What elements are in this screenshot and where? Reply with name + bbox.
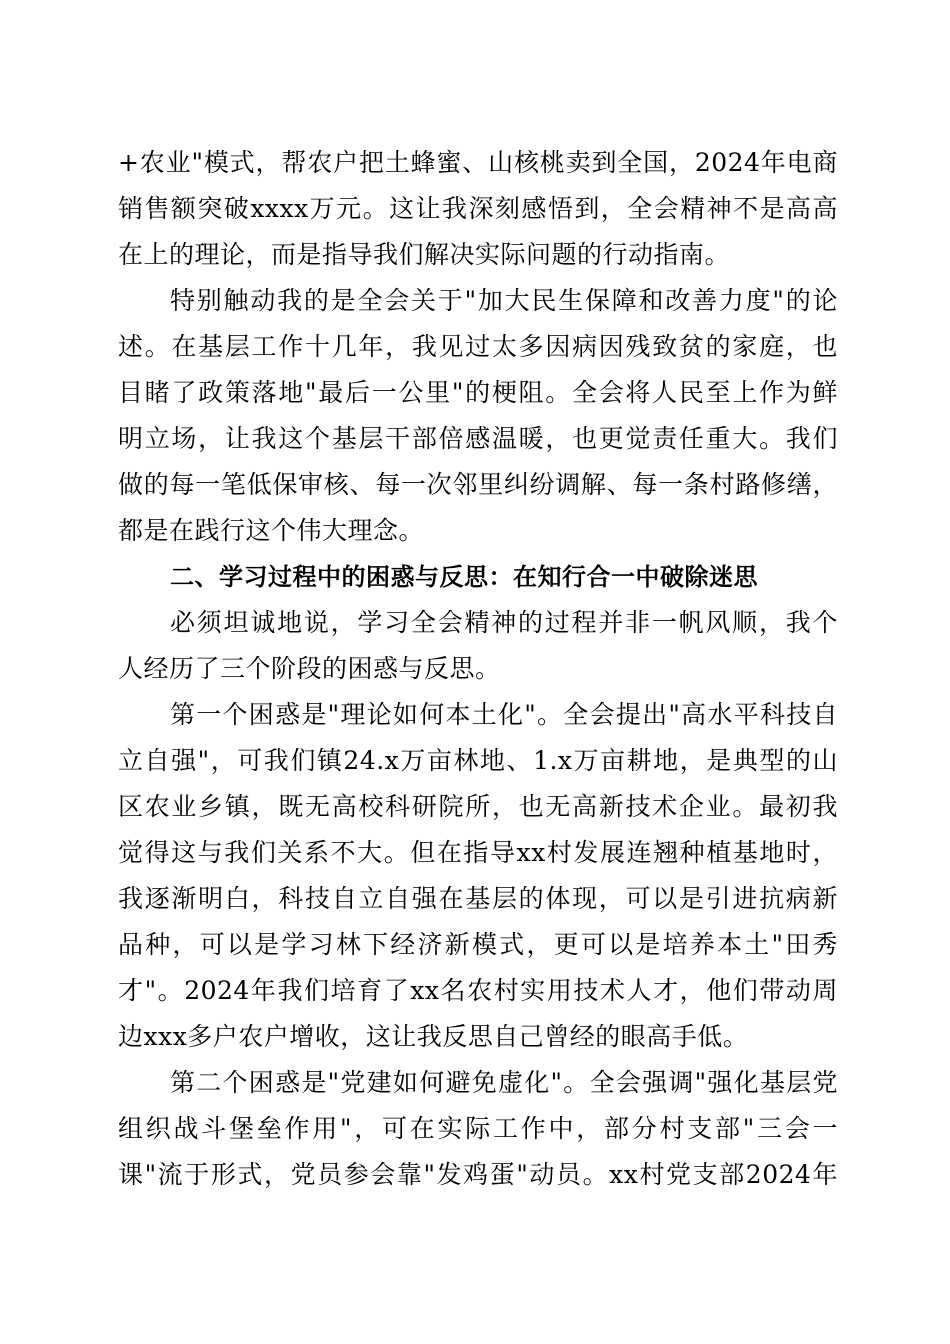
text-line: 明立场，让我这个基层干部倍感温暖，也更觉责任重大。我们 xyxy=(118,424,838,453)
text-line: +农业"模式，帮农户把土蜂蜜、山核桃卖到全国，2024年电商 xyxy=(118,148,838,177)
paragraph xyxy=(118,278,838,554)
text-line: 组织战斗堡垒作用"，可在实际工作中，部分村支部"三会一 xyxy=(118,1114,838,1143)
text-line: 特别触动我的是全会关于"加大民生保障和改善力度"的论 xyxy=(170,286,838,315)
text-line: 必须坦诚地说，学习全会精神的过程并非一帆风顺，我个 xyxy=(170,608,838,637)
text-line: 觉得这与我们关系不大。但在指导xx村发展连翘种植基地时， xyxy=(118,838,838,867)
text-line: 做的每一笔低保审核、每一次邻里纠纷调解、每一条村路修缮， xyxy=(118,470,838,499)
text-line: 人经历了三个阶段的困惑与反思。 xyxy=(118,654,501,683)
text-line: 在上的理论，而是指导我们解决实际问题的行动指南。 xyxy=(118,240,731,269)
text-line: 才"。2024年我们培育了xx名农村实用技术人才，他们带动周 xyxy=(118,976,838,1005)
paragraph xyxy=(118,600,838,692)
paragraph xyxy=(118,1060,838,1198)
text-line: 边xxx多户农户增收，这让我反思自己曾经的眼高手低。 xyxy=(118,1022,749,1051)
paragraph xyxy=(118,692,838,1060)
document-page xyxy=(118,140,838,1198)
text-line: 第二个困惑是"党建如何避免虚化"。全会强调"强化基层党 xyxy=(170,1068,838,1097)
text-line: 销售额突破xxxx万元。这让我深刻感悟到，全会精神不是高高 xyxy=(118,194,838,223)
text-line: 我逐渐明白，科技自立自强在基层的体现，可以是引进抗病新 xyxy=(118,884,838,913)
section-heading: 二、学习过程中的困惑与反思：在知行合一中破除迷思 xyxy=(170,563,758,591)
text-line: 述。在基层工作十几年，我见过太多因病因残致贫的家庭，也 xyxy=(118,332,838,361)
text-line: 课"流于形式，党员参会靠"发鸡蛋"动员。xx村党支部2024年 xyxy=(118,1160,838,1189)
text-line: 第一个困惑是"理论如何本土化"。全会提出"高水平科技自 xyxy=(170,700,838,729)
text-line: 都是在践行这个伟大理念。 xyxy=(118,516,425,545)
text-line: 目睹了政策落地"最后一公里"的梗阻。全会将人民至上作为鲜 xyxy=(118,378,838,407)
text-line: 立自强"，可我们镇24.x万亩林地、1.x万亩耕地，是典型的山 xyxy=(118,746,838,775)
text-line: 品种，可以是学习林下经济新模式，更可以是培养本土"田秀 xyxy=(118,930,838,959)
text-line: 区农业乡镇，既无高校科研院所，也无高新技术企业。最初我 xyxy=(118,792,838,821)
paragraph xyxy=(118,140,838,278)
